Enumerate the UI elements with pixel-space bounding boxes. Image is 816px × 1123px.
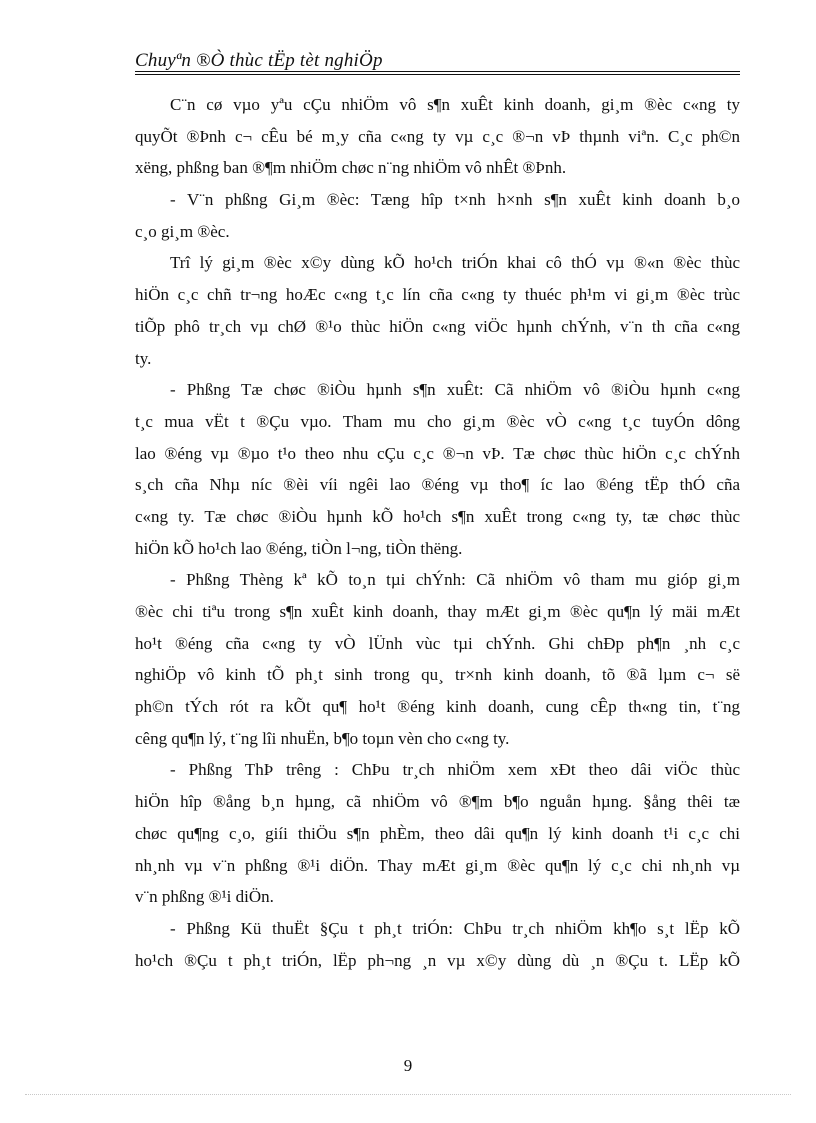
body-line: - Phßng Tæ chøc ®iÒu hµnh s¶n xuÊt: Cã nhiÖm vô ®iÒu hµnh c«ng [170,380,740,400]
body-line: tiÕp phô tr¸ch vµ chØ ®¹o thùc hiÖn c«ng viÖc hµnh chÝnh, v¨n th cña c«ng [135,316,740,336]
body-line: chøc qu¶ng c¸o, giíi thiÖu s¶n phÈm, theo dâi qu¶n lý kinh doanh t¹i c¸c chi [135,823,740,843]
page-bottom-divider [25,1094,791,1095]
body-line: c«ng ty. Tæ chøc ®iÒu hµnh kÕ ho¹ch s¶n xuÊt trong c«ng ty, tæ chøc thùc [135,506,740,526]
body-line: lao ®éng vµ ®µo t¹o theo nhu cÇu c¸c ®¬n vÞ. Tæ chøc thùc hiÖn c¸c chÝnh [135,443,740,463]
body-line: nghiÖp vô kinh tÕ ph¸t sinh trong qu¸ tr×nh kinh doanh, tõ ®ã lµm c¬ së [135,665,740,685]
body-line: hiÖn c¸c chñ tr¬ng hoÆc c«ng t¸c lín cña c«ng ty thuéc ph¹m vi gi¸m ®èc trùc [135,285,740,305]
body-line: s¸ch cña Nhµ níc ®èi víi ngêi lao ®éng vµ tho¶ íc lao ®éng tËp thÓ cña [135,475,740,495]
body-line: ho¹t ®éng cña c«ng ty vÒ lÜnh vùc tµi chÝnh. Ghi chÐp ph¶n ¸nh c¸c [135,633,740,653]
body-line: C¨n cø vµo yªu cÇu nhiÖm vô s¶n xuÊt kinh doanh, gi¸m ®èc c«ng ty [170,95,740,114]
page-number: 9 [403,1056,413,1075]
body-line: cêng qu¶n lý, t¨ng lîi nhuËn, b¶o toµn vèn cho c«ng ty. [135,728,510,748]
body-line: ho¹ch ®Çu t ph¸t triÓn, lËp ph¬ng ¸n vµ x©y dùng dù ¸n ®Çu t. LËp kÕ [135,950,740,970]
body-line: hiÖn kÕ ho¹ch lao ®éng, tiÒn l¬ng, tiÒn thëng. [135,538,463,558]
body-line: quyÕt ®Þnh c¬ cÊu bé m¸y cña c«ng ty vµ c¸c ®¬n vÞ thµnh viªn. C¸c ph©n [135,126,740,146]
body-line: t¸c mua vËt t ®Çu vµo. Tham mu cho gi¸m ®èc vÒ c«ng t¸c tuyÓn dông [135,411,740,431]
body-line: ph©n tÝch rót ra kÕt qu¶ ho¹t ®éng kinh doanh, cung cÊp th«ng tin, t¨ng [135,697,740,717]
page-header-title: Chuyªn ®Ò thùc tËp tèt nghiÖp [135,50,383,71]
body-line: c¸o gi¸m ®èc. [135,221,230,241]
body-line: ty. [135,348,152,368]
body-line: - Phßng Kü thuËt §Çu t ph¸t triÓn: ChÞu tr¸ch nhiÖm kh¶o s¸t lËp kÕ [170,918,740,938]
header-rule-top [135,71,740,72]
body-line: - Phßng ThÞ trêng : ChÞu tr¸ch nhiÖm xem xÐt theo dâi viÖc thùc [170,760,740,780]
body-line: Trî lý gi¸m ®èc x©y dùng kÕ ho¹ch triÓn khai cô thÓ vµ ®«n ®èc thùc [170,253,740,273]
body-line: ®èc chi tiªu trong s¶n xuÊt kinh doanh, thay mÆt gi¸m ®èc qu¶n lý mäi mÆt [135,602,740,621]
body-line: v¨n phßng ®¹i diÖn. [135,887,274,907]
header-rule-bottom [135,74,740,75]
body-line: - V¨n phßng Gi¸m ®èc: Tæng hîp t×nh h×nh s¶n xuÊt kinh doanh b¸o [170,190,740,210]
document-body [135,89,740,976]
body-line: nh¸nh vµ v¨n phßng ®¹i diÖn. Thay mÆt gi¸m ®èc qu¶n lý c¸c chi nh¸nh vµ [135,855,740,875]
body-line: - Phßng Thèng kª kÕ to¸n tµi chÝnh: Cã nhiÖm vô tham mu gióp gi¸m [170,570,740,590]
body-line: xëng, phßng ban ®¶m nhiÖm chøc n¨ng nhiÖm vô nhÊt ®Þnh. [135,158,567,178]
body-line: hiÖn hîp ®ång b¸n hµng, cã nhiÖm vô ®¶m b¶o nguån hµng. §ång thêi tæ [135,792,740,812]
